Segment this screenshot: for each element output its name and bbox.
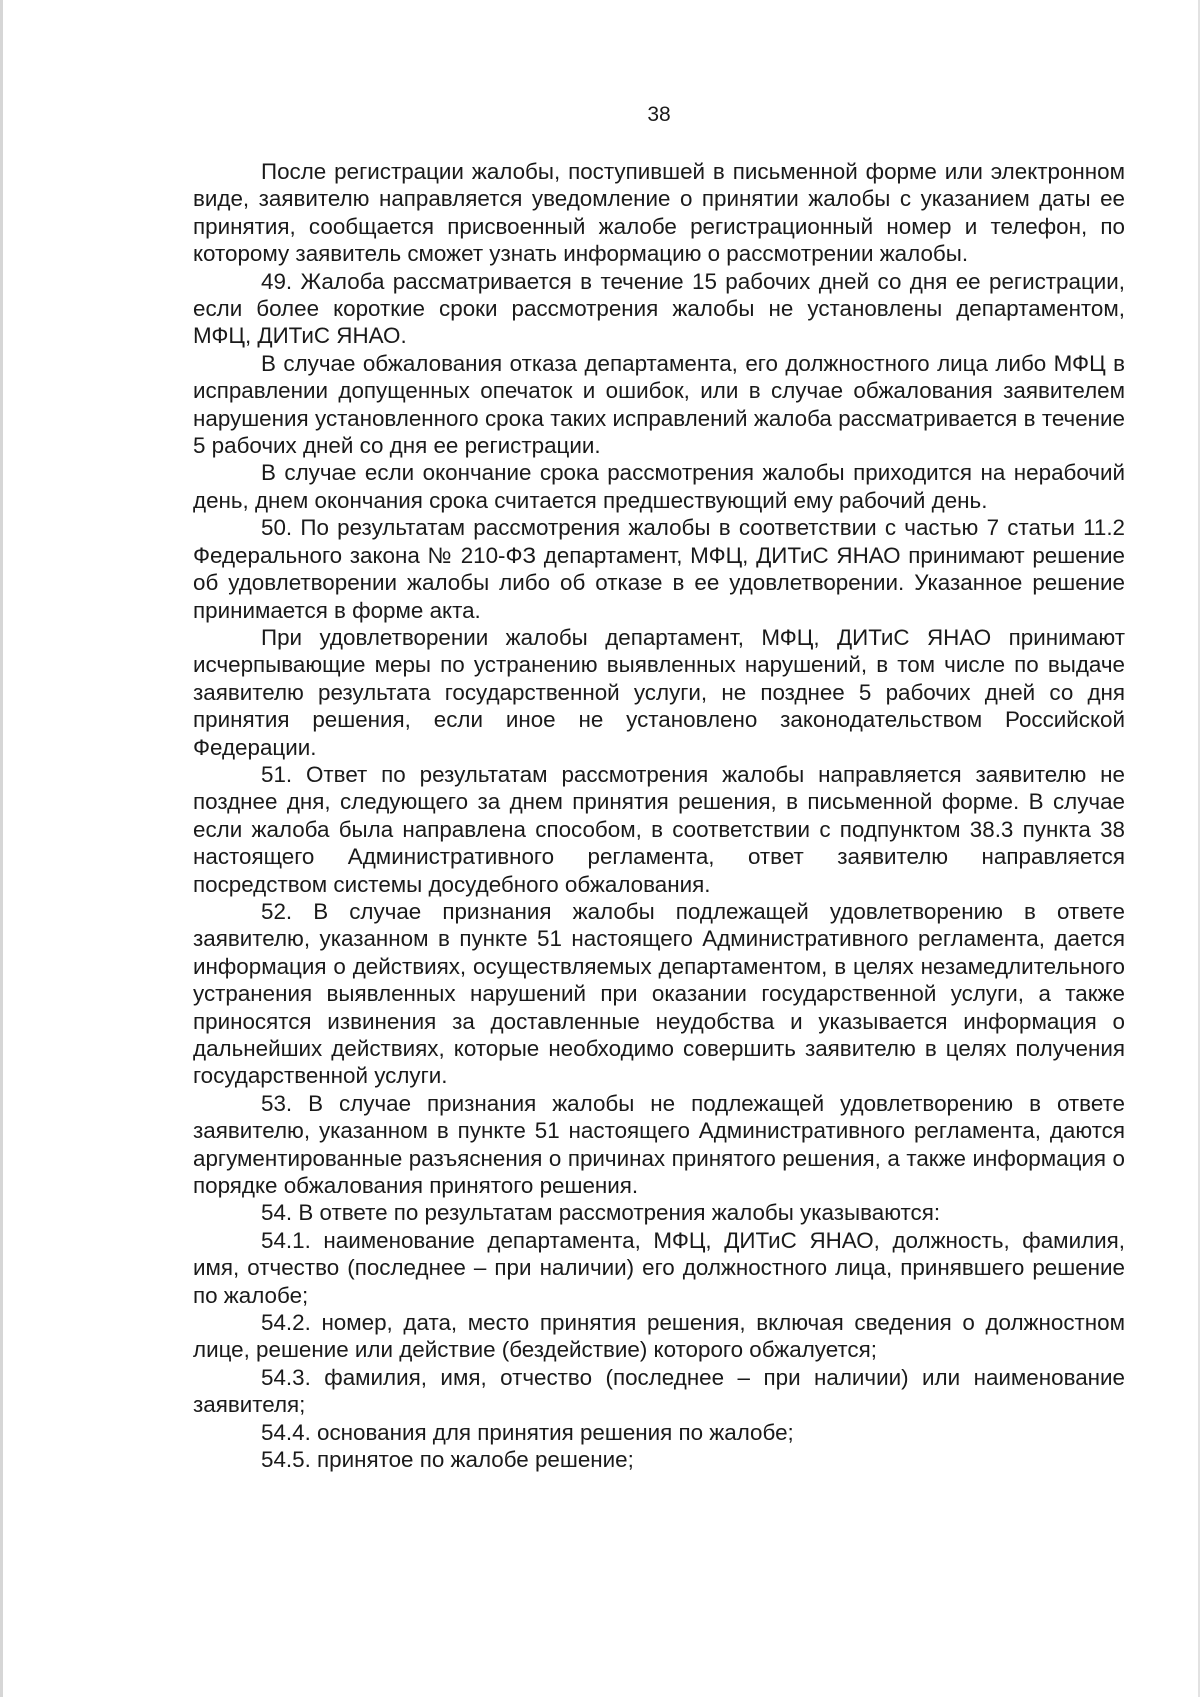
paragraph-51: 51. Ответ по результатам рассмотрения жалобы направляется заявителю не позднее дня, следующего за днем принятия решения, в письменной форме. В случае если жалоба была направлена способом, в соответствии с подпунктом 38.3 пункта 38 настоящего Административного регламента, ответ заявителю направляется посредством системы досудебного обжалования.	[193, 761, 1125, 897]
paragraph-54-4: 54.4. основания для принятия решения по жалобе;	[261, 1419, 794, 1445]
paragraph-53: 53. В случае признания жалобы не подлежащей удовлетворению в ответе заявителю, указанном в пункте 51 настоящего Административного регламента, даются аргументированные разъяснения о причинах принятого решения, а также информация о порядке обжалования принятого решения.	[193, 1090, 1125, 1199]
paragraph-54-3: 54.3. фамилия, имя, отчество (последнее – при наличии) или наименование заявителя;	[193, 1364, 1125, 1418]
paragraph-54-2: 54.2. номер, дата, место принятия решения, включая сведения о должностном лице, решение или действие (бездействие) которого обжалуется;	[193, 1310, 1125, 1363]
paragraph-50: 50. По результатам рассмотрения жалобы в соответствии с частью 7 статьи 11.2 Федерального закона № 210-ФЗ департамент, МФЦ, ДИТиС ЯНАО принимают решение об удовлетворении жалобы либо об отказе в ее удовлетворении. Указанное решение принимается в форме акта.	[193, 515, 1125, 623]
paragraph-54-1: 54.1. наименование департамента, МФЦ, ДИТиС ЯНАО, должность, фамилия, имя, отчество (последнее – при наличии) его должностного лица, принявшего решение по жалобе;	[193, 1227, 1125, 1308]
paragraph-54-5: 54.5. принятое по жалобе решение;	[261, 1447, 634, 1473]
page-number: 38	[647, 103, 671, 126]
document-body	[193, 158, 1125, 1474]
paragraph-52: 52. В случае признания жалобы подлежащей удовлетворению в ответе заявителю, указанном в пункте 51 настоящего Административного регламента, дается информация о действиях, осуществляемых департаментом, в целях незамедлительного устранения выявленных нарушений при оказании государственной услуги, а также приносятся извинения за доставленные неудобства и указывается информация о дальнейших действиях, которые необходимо совершить заявителю в целях получения государственной услуги.	[193, 898, 1125, 1089]
paragraph-49: 49. Жалоба рассматривается в течение 15 рабочих дней со дня ее регистрации, если более короткие сроки рассмотрения жалобы не установлены департаментом, МФЦ, ДИТиС ЯНАО.	[193, 268, 1125, 349]
paragraph-54: 54. В ответе по результатам рассмотрения жалобы указываются:	[261, 1200, 941, 1226]
paragraph: В случае если окончание срока рассмотрения жалобы приходится на нерабочий день, днем окончания срока считается предшествующий ему рабочий день.	[193, 460, 1125, 513]
paragraph: После регистрации жалобы, поступившей в письменной форме или электронном виде, заявителю направляется уведомление о принятии жалобы с указанием даты ее принятия, сообщается присвоенный жалобе регистрационный номер и телефон, по которому заявитель сможет узнать информацию о рассмотрении жалобы.	[193, 159, 1125, 267]
paragraph: В случае обжалования отказа департамента, его должностного лица либо МФЦ в исправлении допущенных опечаток и ошибок, или в случае обжалования заявителем нарушения установленного срока таких исправлений жалоба рассматривается в течение 5 рабочих дней со дня ее регистрации.	[193, 350, 1125, 459]
paragraph: При удовлетворении жалобы департамент, МФЦ, ДИТиС ЯНАО принимают исчерпывающие меры по устранению выявленных нарушений, в том числе по выдаче заявителю результата государственной услуги, не позднее 5 рабочих дней со дня принятия решения, если иное не установлено законодательством Российской Федерации.	[193, 624, 1125, 760]
